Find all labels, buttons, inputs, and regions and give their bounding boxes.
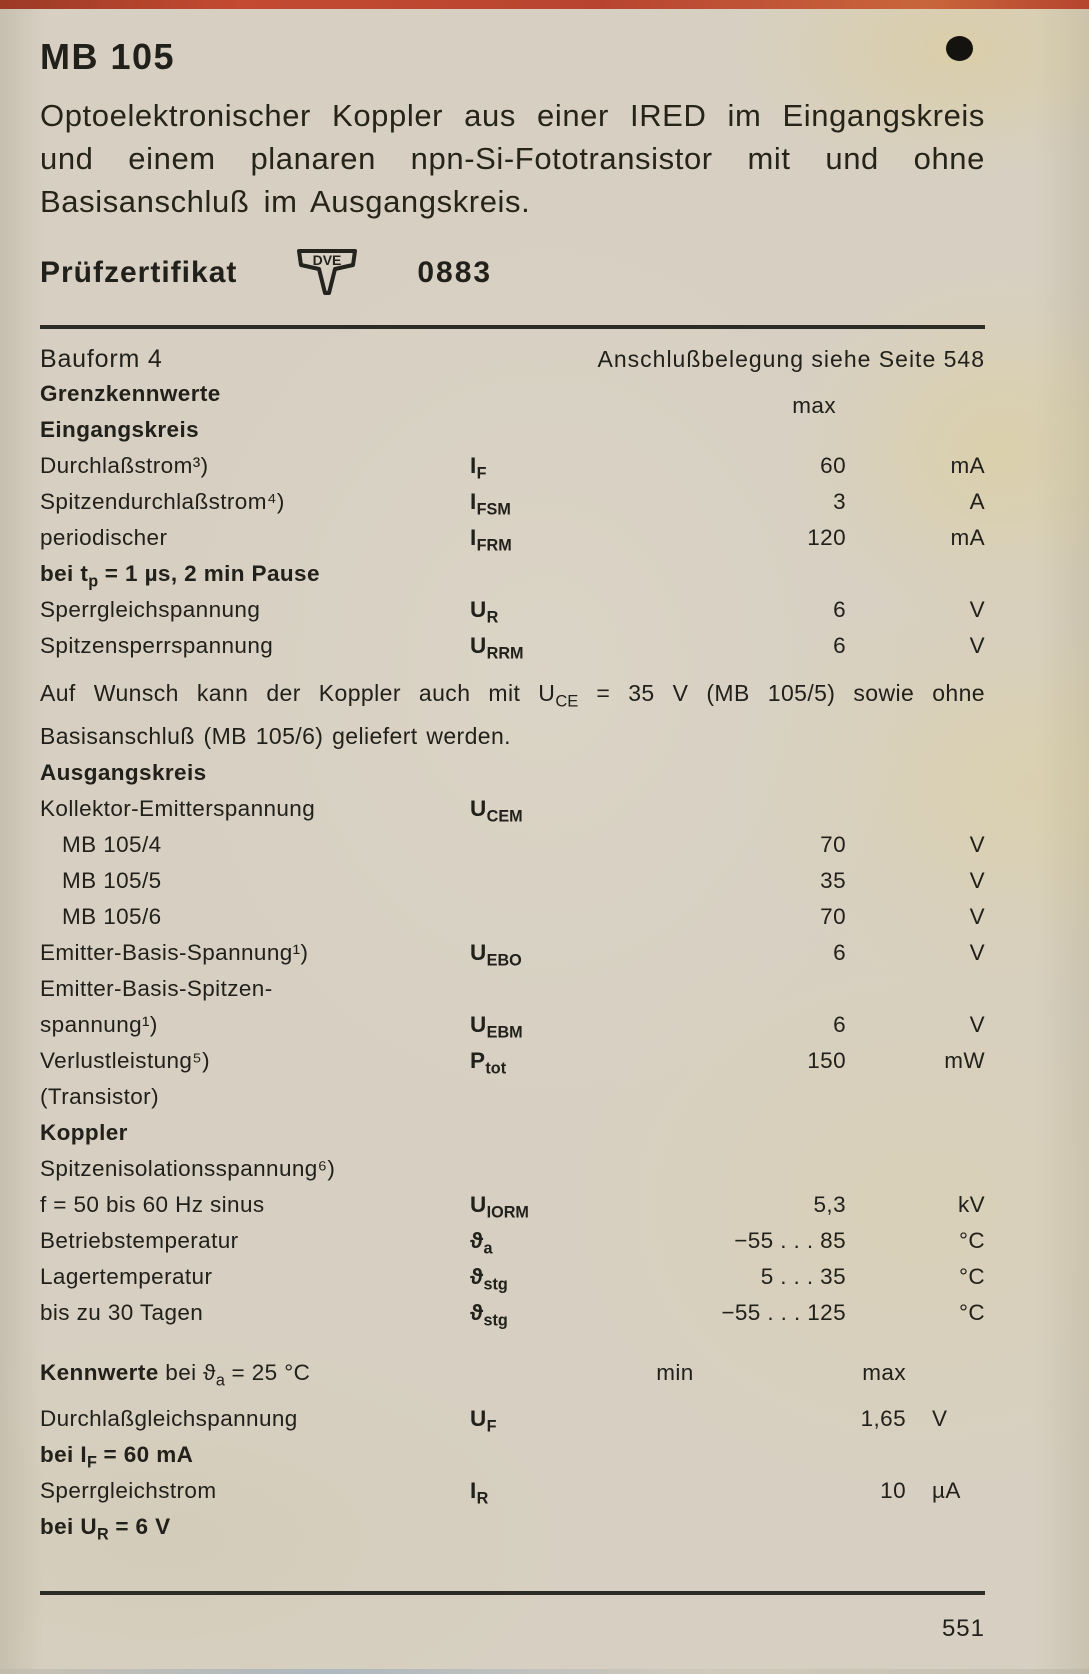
row-symbol: $U_{CEM}$ xyxy=(470,795,523,826)
table-row xyxy=(40,560,985,596)
row-unit: °C xyxy=(958,1263,985,1289)
row-unit: V xyxy=(932,1405,948,1431)
row-label: MB 105/6 xyxy=(62,903,162,929)
table-row xyxy=(40,596,985,632)
row-symbol: $U_R$ xyxy=(470,597,499,627)
row-unit: V xyxy=(969,939,985,965)
table-row xyxy=(40,1083,985,1119)
row-value: 150 xyxy=(807,1047,846,1073)
row-symbol: $U_{IORM}$ xyxy=(470,1191,529,1222)
row-label: periodischer xyxy=(40,525,168,550)
row-symbol: $I_R$ xyxy=(470,1477,489,1508)
row-unit: V xyxy=(969,633,985,658)
table-row xyxy=(40,795,985,831)
row-symbol: $ϑ_{stg}$ xyxy=(470,1299,508,1330)
row-label-condition: bei $t_p = 1$ µs, 2 min Pause xyxy=(40,561,320,591)
table-row xyxy=(40,1011,985,1047)
row-unit: mA xyxy=(950,453,985,478)
table-row xyxy=(40,1405,985,1441)
row-symbol: $I_F$ xyxy=(470,453,487,483)
row-unit: V xyxy=(969,903,985,929)
table-row xyxy=(40,1299,985,1335)
table-row xyxy=(40,632,985,668)
section-heading-eingangskreis: Eingangskreis xyxy=(40,417,200,442)
scan-edge-top xyxy=(0,0,1089,9)
section-heading-kennwerte: Kennwerte bei $ϑ_a = 25$ °C xyxy=(40,1359,311,1390)
row-label: f = 50 bis 60 Hz sinus xyxy=(40,1191,265,1217)
row-unit: V xyxy=(969,597,985,622)
table-row xyxy=(40,759,985,795)
row-unit: V xyxy=(969,1011,985,1037)
divider-rule-top xyxy=(40,325,985,329)
certificate-number: 0883 xyxy=(417,256,493,289)
row-unit: V xyxy=(969,831,985,857)
row-value: 6 xyxy=(833,633,846,658)
pinout-reference: Anschlußbelegung siehe Seite 548 xyxy=(597,346,985,372)
row-value: −55 . . . 125 xyxy=(721,1299,846,1325)
row-symbol: $I_{FRM}$ xyxy=(470,525,512,555)
row-label: Spitzensperrspannung xyxy=(40,633,274,658)
row-value: 35 xyxy=(820,867,846,893)
row-label: Emitter-Basis-Spitzen- xyxy=(40,975,273,1001)
limits-header-row xyxy=(40,380,985,416)
table-row xyxy=(40,452,985,488)
row-label: (Transistor) xyxy=(40,1083,159,1109)
row-value: 60 xyxy=(820,453,846,478)
row-value: 6 xyxy=(833,1011,846,1037)
scan-edge-bottom xyxy=(0,1669,1089,1674)
vde-logo-icon xyxy=(291,243,363,303)
table-row xyxy=(40,416,985,452)
row-label: Verlustleistung⁵) xyxy=(40,1047,210,1073)
row-symbol: $I_{FSM}$ xyxy=(470,489,511,519)
table-row xyxy=(40,903,985,939)
table-row xyxy=(40,939,985,975)
table-row xyxy=(40,1119,985,1155)
row-label: Emitter-Basis-Spannung¹) xyxy=(40,939,309,965)
row-value: 5,3 xyxy=(813,1191,846,1217)
meta-row xyxy=(40,345,985,374)
row-label: Sperrgleichspannung xyxy=(40,597,261,622)
option-note: Auf Wunsch kann der Koppler auch mit $U_{CE} = 35$ V (MB 105/5) sowie ohne Basisanschluß (MB 105/6) geliefert werden. xyxy=(40,680,985,749)
table-row xyxy=(40,1477,985,1513)
section-heading-grenzkennwerte: Grenzkennwerte xyxy=(40,381,221,406)
intro-paragraph: Optoelektronischer Koppler aus einer IRED im Eingangskreis und einem planaren npn-Si-Fototransistor mit und ohne Basisanschluß im Ausgangskreis. xyxy=(40,98,985,219)
row-value: 6 xyxy=(833,939,846,965)
min-column-header: min xyxy=(656,1359,694,1385)
bauform-label: Bauform 4 xyxy=(40,345,163,373)
row-unit: °C xyxy=(958,1227,985,1253)
table-row xyxy=(40,975,985,1011)
table-row xyxy=(40,1155,985,1191)
table-row xyxy=(40,1047,985,1083)
max-column-header-2: max xyxy=(862,1359,906,1385)
page-title: MB 105 xyxy=(40,36,176,77)
row-unit: µA xyxy=(932,1477,961,1503)
row-value: −55 . . . 85 xyxy=(734,1227,846,1253)
row-label: Spitzendurchlaßstrom⁴) xyxy=(40,489,285,514)
row-unit: °C xyxy=(958,1299,985,1325)
kennwerte-section xyxy=(40,1359,985,1549)
row-label: MB 105/5 xyxy=(62,867,162,893)
row-label-condition: bei $I_F = 60$ mA xyxy=(40,1441,194,1472)
certificate-row xyxy=(40,243,985,303)
table-row xyxy=(40,1191,985,1227)
table-row xyxy=(40,1263,985,1299)
row-symbol: $ϑ_a$ xyxy=(470,1227,493,1258)
row-label: Durchlaßgleichspannung xyxy=(40,1405,298,1431)
row-symbol: $U_{RRM}$ xyxy=(470,633,524,663)
row-label: Lagertemperatur xyxy=(40,1263,213,1289)
row-value: 3 xyxy=(833,489,846,514)
row-value: 6 xyxy=(833,597,846,622)
row-unit: V xyxy=(969,867,985,893)
table-row xyxy=(40,1513,985,1549)
row-label-condition: bei $U_R = 6$ V xyxy=(40,1513,171,1544)
row-label: Betriebstemperatur xyxy=(40,1227,239,1253)
row-label: Sperrgleichstrom xyxy=(40,1477,217,1503)
table-row xyxy=(40,831,985,867)
row-value: 5 . . . 35 xyxy=(760,1263,846,1289)
table-row xyxy=(40,1227,985,1263)
row-symbol: $U_{EBO}$ xyxy=(470,939,522,970)
page-number: 551 xyxy=(941,1614,985,1642)
row-value: 70 xyxy=(820,831,846,857)
corner-dot xyxy=(946,36,973,61)
row-max-value: 10 xyxy=(880,1477,906,1503)
row-symbol: $U_{EBM}$ xyxy=(470,1011,523,1042)
table-row xyxy=(40,1441,985,1477)
table-row xyxy=(40,488,985,524)
row-symbol: $ϑ_{stg}$ xyxy=(470,1263,508,1294)
section-heading-ausgangskreis: Ausgangskreis xyxy=(40,759,207,785)
row-label: spannung¹) xyxy=(40,1011,158,1037)
table-row xyxy=(40,524,985,560)
row-label: Kollektor-Emitterspannung xyxy=(40,795,316,821)
row-unit: mW xyxy=(944,1047,985,1073)
divider-rule-bottom xyxy=(40,1591,985,1595)
row-symbol: $P_{tot}$ xyxy=(470,1047,507,1078)
row-value: 120 xyxy=(807,525,846,550)
row-unit: kV xyxy=(957,1191,985,1217)
row-label: bis zu 30 Tagen xyxy=(40,1299,204,1325)
row-value: 70 xyxy=(820,903,846,929)
row-unit: A xyxy=(969,489,985,514)
section-heading-koppler: Koppler xyxy=(40,1119,128,1145)
row-unit: mA xyxy=(950,525,985,550)
certificate-label: Prüfzertifikat xyxy=(40,256,238,289)
row-max-value: 1,65 xyxy=(860,1405,906,1431)
svg-text:DVE: DVE xyxy=(312,252,342,268)
kennwerte-header-row xyxy=(40,1359,985,1395)
row-label: Spitzenisolationsspannung⁶) xyxy=(40,1155,336,1181)
row-symbol: $U_F$ xyxy=(470,1405,497,1436)
row-label: MB 105/4 xyxy=(62,831,162,857)
max-column-header: max xyxy=(792,393,836,418)
row-label: Durchlaßstrom³) xyxy=(40,453,209,478)
table-row xyxy=(40,867,985,903)
